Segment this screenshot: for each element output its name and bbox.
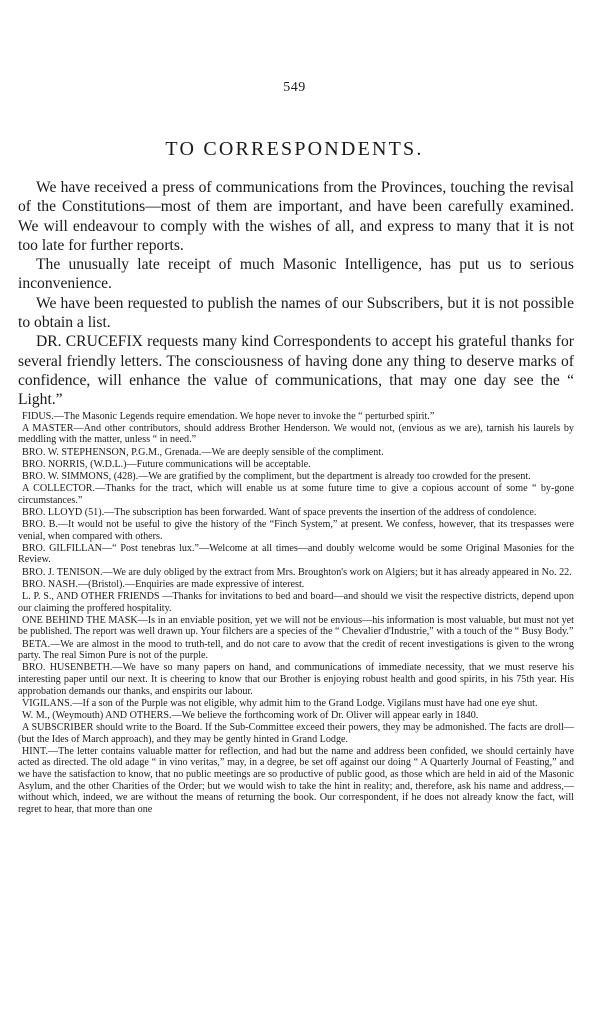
note-simmons: BRO. W. SIMMONS, (428).—We are gratified by the compliment, but the department is already too crowded for the present. bbox=[22, 470, 531, 482]
correspondent-notes bbox=[18, 411, 574, 816]
note-behind-mask: ONE BEHIND THE MASK—Is in an enviable position, yet we will not be envious—his information is most valuable, but must not yet be published. The report was well drawn up. Your filchers are a species of the “ Chevalier d'Industrie,” with a touch of the “ Busy Body.” bbox=[18, 614, 574, 638]
page-number: 549 bbox=[283, 80, 306, 95]
page-title: TO CORRESPONDENTS. bbox=[165, 138, 424, 160]
note-nash: BRO. NASH.—(Bristol).—Enquiries are made expressive of interest. bbox=[22, 578, 305, 590]
lead-paragraph-subscribers: We have been requested to publish the names of our Subscribers, but it is not possible to obtain a list. bbox=[18, 294, 574, 332]
lead-paragraph-late-receipt: The unusually late receipt of much Masonic Intelligence, has put us to serious inconvenience. bbox=[18, 256, 574, 293]
note-lloyd: BRO. LLOYD (51).—The subscription has been forwarded. Want of space prevents the insertion of the address of condolence. bbox=[22, 506, 537, 518]
note-collector: A COLLECTOR.—Thanks for the tract, which will enable us at some future time to give a copious account of some “ by-gone circumstances.” bbox=[18, 483, 574, 506]
lead-section bbox=[18, 178, 574, 410]
lead-paragraph-provinces: We have received a press of communications from the Provinces, touching the revisal of the Constitutions—most of them are important, and have been carefully examined. We will endeavour to comply with the wishes of all, and express to many that it is not too late for further reports. bbox=[18, 179, 574, 254]
note-bro-b: BRO. B.—It would not be useful to give the history of the “Finch System,” at present. We confess, however, that its trespasses were venial, when compared with others. bbox=[18, 519, 574, 542]
note-gilfillan: BRO. GILFILLAN—“ Post tenebras lux.”—Welcome at all times—and doubly welcome would be some Original Masonies for the Review. bbox=[18, 542, 574, 566]
note-stephenson: BRO. W. STEPHENSON, P.G.M., Grenada.—We are deeply sensible of the compliment. bbox=[22, 446, 384, 458]
note-lps: L. P. S., AND OTHER FRIENDS —Thanks for invitations to bed and board—and should we visit the respective districts, depend upon our claiming the proffered hospitality. bbox=[18, 591, 574, 614]
lead-paragraph-crucefix: DR. CRUCEFIX requests many kind Correspondents to accept his grateful thanks for several friendly letters. The consciousness of having done any thing to deserve marks of confidence, will enhance the value of communications, that may one day see the “ Light.” bbox=[18, 333, 574, 409]
note-a-master: A MASTER—And other contributors, should address Brother Henderson. We would not, (envious as we are), tarnish his laurels by meddling with the matter, unless “ in need.” bbox=[18, 422, 574, 446]
note-beta: BETA.—We are almost in the mood to truth-tell, and do not care to avow that the credit of recent investigations is given to the wrong party. The real Simon Pure is not of the purple. bbox=[18, 638, 574, 662]
note-weymouth: W. M., (Weymouth) AND OTHERS.—We believe the forthcoming work of Dr. Oliver will appear early in 1840. bbox=[22, 709, 479, 721]
note-tenison: BRO. J. TENISON.—We are duly obliged by the extract from Mrs. Broughton's work on Algiers; but it has already appeared in No. 22. bbox=[22, 566, 572, 578]
note-norris: BRO. NORRIS, (W.D.L.)—Future communications will be acceptable. bbox=[22, 458, 311, 470]
note-fidus: FIDUS.—The Masonic Legends require emendation. We hope never to invoke the “ perturbed spirit.” bbox=[22, 410, 435, 422]
note-vigilans: VIGILANS.—If a son of the Purple was not eligible, why admit him to the Grand Lodge. Vigilans must have had one eye shut. bbox=[22, 697, 538, 709]
note-subscriber: A SUBSCRIBER should write to the Board. If the Sub-Committee exceed their powers, they may be admonished. The facts are droll—(but the Ides of March approach), and they may be gently hinted in Grand Lodge. bbox=[18, 722, 574, 745]
note-hint: HINT.—The letter contains valuable matter for reflection, and had but the name and address been confided, we should certainly have acted as directed. The old adage “ in vino veritas,” may, in a degree, be set off against our doing “ A Quarterly Journal of Feasting,” and we have the satisfaction to know, that no public meetings are so productive of public good, as those which are held in aid of the Masonic Asylum, and the other Charities of the Order; but we would wish to take the hint in reality; and, therefore, ask his name and address,—without which, indeed, we are without the means of returning the book. Our correspondent, if he does not already know the fact, will regret to hear, that more than one bbox=[18, 745, 574, 815]
article-body bbox=[18, 178, 574, 816]
note-husenbeth: BRO. HUSENBETH.—We have so many papers on hand, and communications of immediate necessity, that we must reserve his interesting paper until our next. It is cheering to know that our Brother is enjoying robust health and good spirits, in his 75th year. His approbation demands our thanks, and enspirits our labour. bbox=[18, 662, 574, 697]
